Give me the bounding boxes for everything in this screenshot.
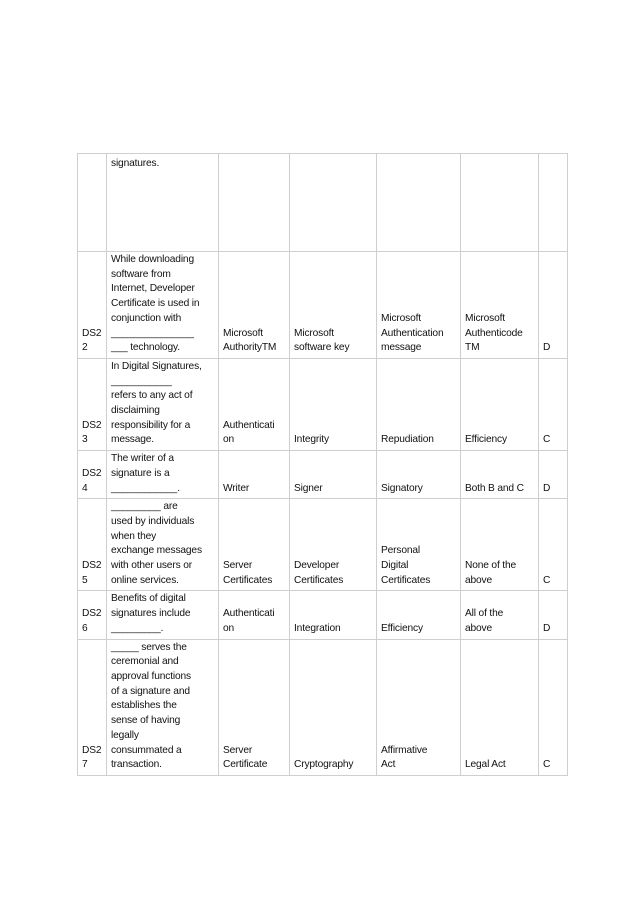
option-a: Server Certificate bbox=[219, 639, 290, 775]
option-d: Microsoft Authenticode TM bbox=[461, 252, 539, 359]
option-b bbox=[290, 154, 377, 252]
table-row bbox=[78, 499, 568, 591]
option-d: Efficiency bbox=[461, 358, 539, 450]
option-a: Authenticati on bbox=[219, 358, 290, 450]
option-c: Efficiency bbox=[377, 591, 461, 639]
question-text: signatures. bbox=[107, 154, 219, 252]
option-c: Signatory bbox=[377, 451, 461, 499]
table-row bbox=[78, 639, 568, 775]
option-b: Signer bbox=[290, 451, 377, 499]
option-c: Repudiation bbox=[377, 358, 461, 450]
answer-key: D bbox=[539, 451, 568, 499]
option-d: None of the above bbox=[461, 499, 539, 591]
question-text: _________ are used by individuals when they exchange messages with other users or online services. bbox=[107, 499, 219, 591]
option-a bbox=[219, 154, 290, 252]
answer-key: D bbox=[539, 252, 568, 359]
table-row bbox=[78, 451, 568, 499]
question-text: The writer of a signature is a ____________. bbox=[107, 451, 219, 499]
option-c: Personal Digital Certificates bbox=[377, 499, 461, 591]
question-id: DS2 5 bbox=[78, 499, 107, 591]
table-row bbox=[78, 154, 568, 252]
answer-key: C bbox=[539, 639, 568, 775]
option-b: Microsoft software key bbox=[290, 252, 377, 359]
question-id: DS2 4 bbox=[78, 451, 107, 499]
option-a: Server Certificates bbox=[219, 499, 290, 591]
question-id: DS2 7 bbox=[78, 639, 107, 775]
answer-key: C bbox=[539, 499, 568, 591]
option-b: Cryptography bbox=[290, 639, 377, 775]
table-row bbox=[78, 591, 568, 639]
question-id: DS2 2 bbox=[78, 252, 107, 359]
answer-key: D bbox=[539, 591, 568, 639]
option-c: Affirmative Act bbox=[377, 639, 461, 775]
option-b: Integrity bbox=[290, 358, 377, 450]
table-row bbox=[78, 358, 568, 450]
option-d: Both B and C bbox=[461, 451, 539, 499]
question-id bbox=[78, 154, 107, 252]
option-d: Legal Act bbox=[461, 639, 539, 775]
question-id: DS2 6 bbox=[78, 591, 107, 639]
answer-key bbox=[539, 154, 568, 252]
option-a: Writer bbox=[219, 451, 290, 499]
option-c: Microsoft Authentication message bbox=[377, 252, 461, 359]
option-d: All of the above bbox=[461, 591, 539, 639]
question-text: While downloading software from Internet, Developer Certificate is used in conjunction with _______________ ___ technology. bbox=[107, 252, 219, 359]
option-a: Microsoft AuthorityTM bbox=[219, 252, 290, 359]
question-table bbox=[77, 153, 568, 776]
question-text: In Digital Signatures, ___________ refers to any act of disclaiming responsibility for a message. bbox=[107, 358, 219, 450]
option-d bbox=[461, 154, 539, 252]
table-row bbox=[78, 252, 568, 359]
option-b: Developer Certificates bbox=[290, 499, 377, 591]
question-text: _____ serves the ceremonial and approval functions of a signature and establishes the sense of having legally consummated a transaction. bbox=[107, 639, 219, 775]
question-text: Benefits of digital signatures include _________. bbox=[107, 591, 219, 639]
option-c bbox=[377, 154, 461, 252]
answer-key: C bbox=[539, 358, 568, 450]
question-id: DS2 3 bbox=[78, 358, 107, 450]
option-a: Authenticati on bbox=[219, 591, 290, 639]
option-b: Integration bbox=[290, 591, 377, 639]
